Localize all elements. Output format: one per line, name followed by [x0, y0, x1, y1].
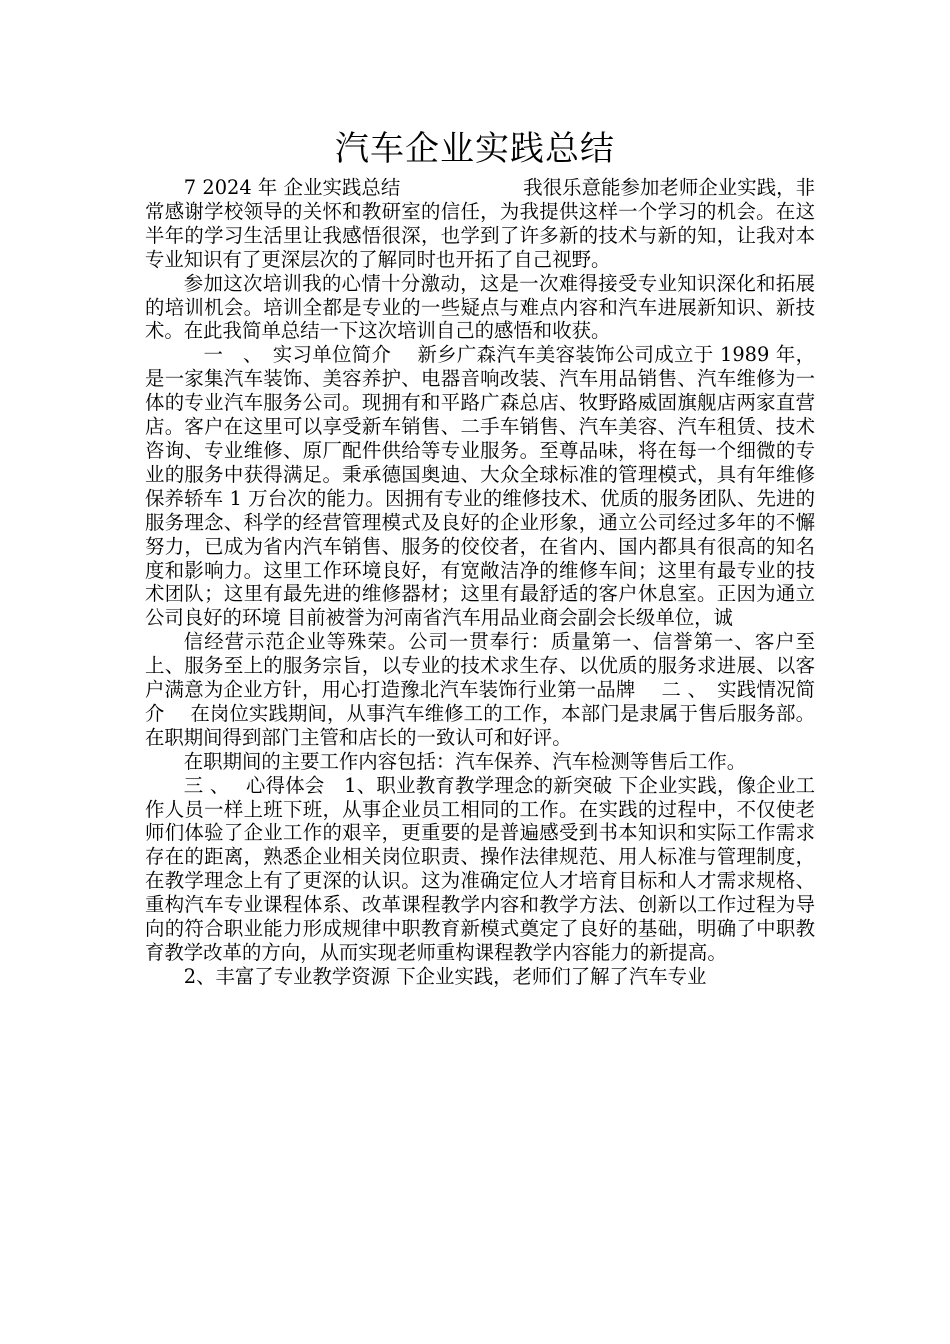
paragraph-intro: 7 2024 年 企业实践总结 我很乐意能参加老师企业实践，非常感谢学校领导的关怀和教研室的信任，为我提供这样一个学习的机会。在这半年的学习生活里让我感悟很深，也学到了许多新的技术与新的知，让我对本专业知识有了更深层次的了解同时也开拓了自己视野。 [145, 176, 815, 271]
document-title: 汽车企业实践总结 [335, 129, 615, 169]
paragraph-experience: 三 、 心得体会 1、职业教育教学理念的新突破 下企业实践，像企业工作人员一样上班下班，从事企业员工相同的工作。在实践的过程中，不仅使老师们体验了企业工作的艰辛，更重要的是普遍感受到书本知识和实际工作需求存在的距离，熟悉企业相关岗位职责、操作法律规范、用人标准与管理制度，在教学理念上有了更深的认识。这为准确定位人才培育目标和人才需求规格、重构汽车专业课程体系、改革课程教学内容和教学方法、创新以工作过程为导向的符合职业能力形成规律中职教育新模式奠定了良好的基础，明确了中职教育教学改革的方向，从而实现老师重构课程教学内容能力的新提高。 [145, 773, 815, 964]
paragraph-company-honors: 信经营示范企业等殊荣。公司一贯奉行：质量第一、信誉第一、客户至上、服务至上的服务宗旨，以专业的技术求生存、以优质的服务求进展、以客户满意为企业方针，用心打造豫北汽车装饰行业第一品牌 二 、 实践情况简介 在岗位实践期间，从事汽车维修工的工作，本部门是隶属于售后服务部。在职期间得到部门主管和店长的一致认可和好评。 [145, 630, 815, 749]
paragraph-company-intro: 一 、 实习单位简介 新乡广森汽车美容装饰公司成立于 1989 年，是一家集汽车装饰、美容养护、电器音响改装、汽车用品销售、汽车维修为一体的专业汽车服务公司。现拥有和平路广森总店、牧野路威固旗舰店两家直营店。客户在这里可以享受新车销售、二手车销售、汽车美容、汽车租赁、技术咨询、专业维修、原厂配件供给等专业服务。至尊品味，将在每一个细微的专业的服务中获得满足。秉承德国奥迪、大众全球标准的管理模式，具有年维修保养轿车 1 万台次的能力。因拥有专业的维修技术、优质的服务团队、先进的服务理念、科学的经营管理模式及良好的企业形象，通立公司经过多年的不懈努力，已成为省内汽车销售、服务的佼佼者，在省内、国内都具有很高的知名度和影响力。这里工作环境良好，有宽敞洁净的维修车间；这里有最专业的技术团队；这里有最先进的维修器材；这里有最舒适的客户休息室。正因为通立公司良好的环境 目前被誉为河南省汽车用品业商会副会长级单位，诚 [145, 343, 815, 630]
paragraph-work-content: 在职期间的主要工作内容包括：汽车保养、汽车检测等售后工作。 [183, 749, 747, 773]
document-body [145, 176, 815, 989]
paragraph-training: 参加这次培训我的心情十分激动，这是一次难得接受专业知识深化和拓展的培训机会。培训全都是专业的一些疑点与难点内容和汽车进展新知识、新技术。在此我简单总结一下这次培训自己的感悟和收获。 [145, 271, 815, 343]
paragraph-resources: 2、丰富了专业教学资源 下企业实践，老师们了解了汽车专业 [183, 964, 707, 988]
